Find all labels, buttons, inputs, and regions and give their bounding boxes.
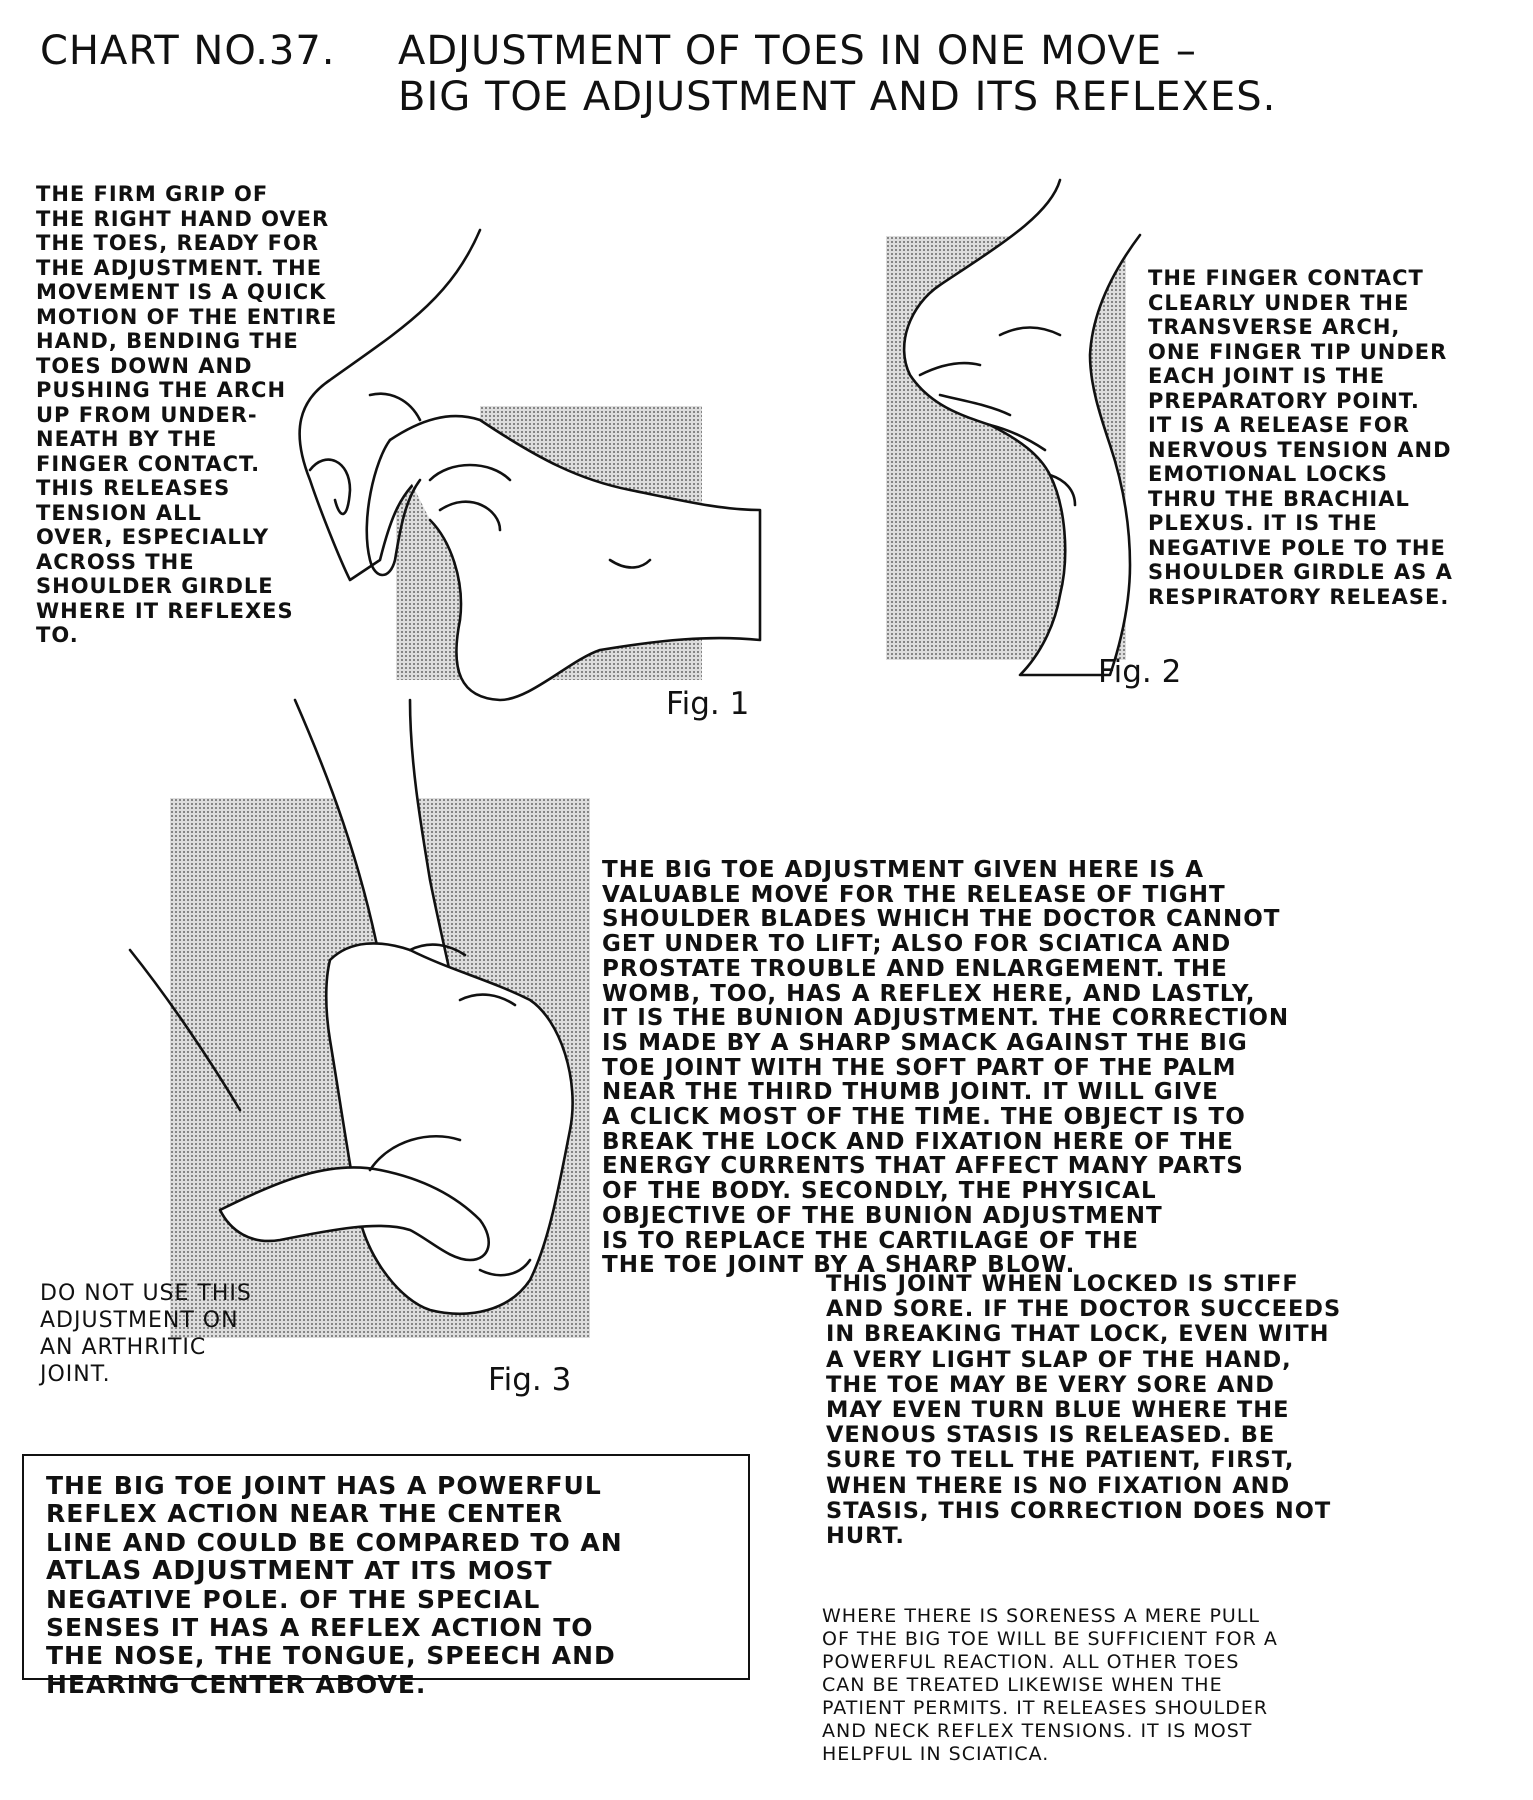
chart-title-line-1: ADJUSTMENT OF TOES IN ONE MOVE – [398, 28, 1197, 74]
fig3-toe-smack-illustration [130, 700, 610, 1340]
big-toe-adjustment-text-continued: THIS JOINT WHEN LOCKED IS STIFF AND SORE. IF THE DOCTOR SUCCEEDS IN BREAKING THAT LOCK, EVEN WITH A VERY LIGHT SLAP OF THE HAND, THE TOE MAY BE VERY SORE AND MAY EVEN TURN BLUE WHERE THE VENOUS STASIS IS RELEASED. BE SURE TO TELL THE PATIENT, FIRST, WHEN THERE IS NO FIXATION AND STASIS, THIS CORRECTION DOES NOT HURT. [826, 1271, 1342, 1550]
fig3-label: Fig. 3 [488, 1362, 572, 1398]
big-toe-adjustment-text: THE BIG TOE ADJUSTMENT GIVEN HERE IS A VALUABLE MOVE FOR THE RELEASE OF TIGHT SHOULDER BLADES WHICH THE DOCTOR CANNOT GET UNDER TO LIFT; ALSO FOR SCIATICA AND PROSTATE TROUBLE AND ENLARGEMENT. THE WOMB, TOO, HAS A REFLEX HERE, AND LASTLY, IT IS THE BUNION ADJUSTMENT. THE CORRECTION IS MADE BY A SHARP SMACK AGAINST THE BIG TOE JOINT WITH THE SOFT PART OF THE PALM NEAR THE THIRD THUMB JOINT. IT WILL GIVE A CLICK MOST OF THE TIME. THE OBJECT IS TO BREAK THE LOCK AND FIXATION HERE OF THE ENERGY CURRENTS THAT AFFECT MANY PARTS OF THE BODY. SECONDLY, THE PHYSICAL OBJECTIVE OF THE BUNION ADJUSTMENT IS TO REPLACE THE CARTILAGE OF THE THE TOE JOINT BY A SHARP BLOW. [602, 857, 1290, 1279]
fig2-caption: THE FINGER CONTACT CLEARLY UNDER THE TRANSVERSE ARCH, ONE FINGER TIP UNDER EACH JOINT IS THE PREPARATORY POINT. IT IS A RELEASE FOR NERVOUS TENSION AND EMOTIONAL LOCKS THRU THE BRACHIAL PLEXUS. IT IS THE NEGATIVE POLE TO THE SHOULDER GIRDLE AS A RESPIRATORY RELEASE. [1148, 266, 1453, 609]
chart-title-line-2: BIG TOE ADJUSTMENT AND ITS REFLEXES. [398, 74, 1277, 120]
soreness-note: WHERE THERE IS SORENESS A MERE PULL OF THE BIG TOE WILL BE SUFFICIENT FOR A POWERFUL REACTION. ALL OTHER TOES CAN BE TREATED LIKEWISE WHEN THE PATIENT PERMITS. IT RELEASES SHOULDER AND NECK REFLEX TENSIONS. IT IS MOST HELPFUL IN SCIATICA. [822, 1605, 1278, 1765]
chart-title [398, 28, 1276, 120]
fig2-label: Fig. 2 [1098, 654, 1182, 690]
atlas-adjustment-emphasis: ATLAS ADJUSTMENT [46, 1556, 355, 1587]
arthritic-joint-warning: DO NOT USE THIS ADJUSTMENT ON AN ARTHRITIC JOINT. [40, 1281, 252, 1387]
chart-number: CHART NO.37. [40, 28, 336, 74]
reflex-action-text-part-1: THE BIG TOE JOINT HAS A POWERFUL REFLEX ACTION NEAR THE CENTER LINE AND COULD BE COMPARED TO AN [46, 1471, 623, 1557]
fig2-finger-contact-illustration [880, 175, 1180, 675]
fig1-label: Fig. 1 [666, 686, 750, 722]
reflex-action-text [46, 1472, 746, 1699]
reflex-action-text-part-2: AT ITS MOST NEGATIVE POLE. OF THE SPECIAL SENSES IT HAS A REFLEX ACTION TO THE NOSE, THE TONGUE, SPEECH AND HEARING CENTER ABOVE. [46, 1556, 616, 1699]
fig1-caption: THE FIRM GRIP OF THE RIGHT HAND OVER THE TOES, READY FOR THE ADJUSTMENT. THE MOVEMENT IS A QUICK MOTION OF THE ENTIRE HAND, BENDING THE TOES DOWN AND PUSHING THE ARCH UP FROM UNDER- NEATH BY THE FINGER CONTACT. THIS RELEASES TENSION ALL OVER, ESPECIALLY ACROSS THE SHOULDER GIRDLE WHERE IT REFLEXES TO. [36, 182, 338, 647]
